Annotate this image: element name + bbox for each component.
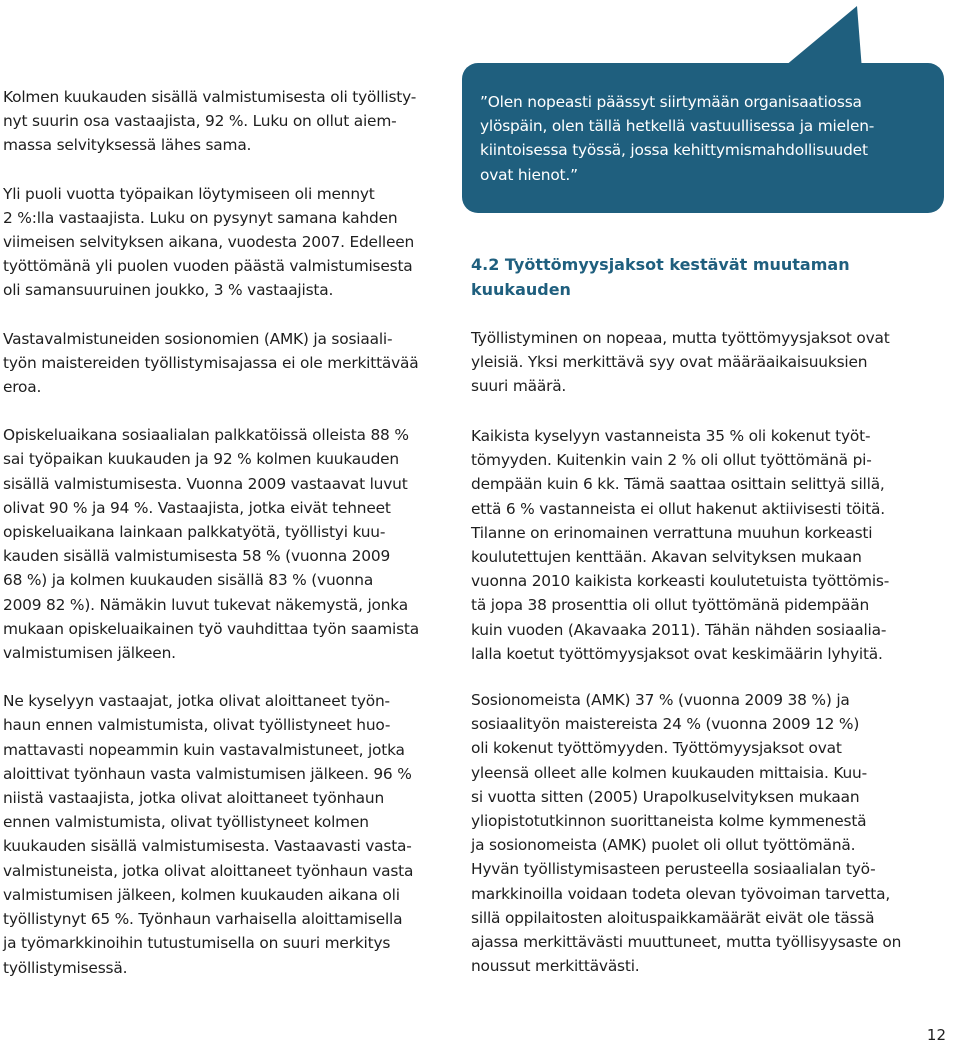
paragraph: Ne kyselyyn vastaajat, jotka olivat aloittaneet työn- haun ennen valmistumista, olivat työllistyneet huo- mattavasti nopeammin kuin vastavalmistuneet, jotka aloittivat työnhaun vasta valmistumisen jälkeen. 96 % niistä vastaajista, jotka olivat aloittaneet työnhaun ennen valmistumista, olivat työllistyneet kolmen kuukauden sisällä valmistumisesta. Vastaavasti vasta- valmistuneista, jotka olivat aloittaneet työnhaun vasta valmistumisen jälkeen, kolmen kuukauden aikana oli työllistynyt 65 %. Työnhaun varhaisella aloittamisella ja työmarkkinoihin tutustumisella on suuri merkitys työllistymisessä. [3,692,414,977]
section-heading: 4.2 Työttömyysjaksot kestävät muutaman kuukauden [471,255,850,299]
paragraph: Kolmen kuukauden sisällä valmistumisesta oli työllisty- nyt suurin osa vastaajista, 92 %. Luku on ollut aiem- massa selvityksessä lähes sama. [3,88,417,155]
paragraph: Vastavalmistuneiden sosionomien (AMK) ja sosiaali- työn maistereiden työllistymisajassa ei ole merkittävää eroa. [3,329,419,397]
paragraph: Yli puoli vuotta työpaikan löytymiseen oli mennyt 2 %:lla vastaajista. Luku on pysynyt samana kahden viimeisen selvityksen aikana, vuodesta 2007. Edelleen työttömänä yli puolen vuoden päästä valmistumisesta oli samansuuruinen joukko, 3 % vastaajista. [3,184,415,300]
right-column-paragraph-3: Sosionomeista (AMK) 37 % (vuonna 2009 38 %) ja sosiaalityön maistereista 24 % (vuonna 2009 12 %) oli kokenut työttömyyden. Työttömyysjaksot ovat yleensä olleet alle kolmen kuukauden mittaisia. Kuu- si vuotta sitten (2005) Urapolkuselvityksen mukaan yliopistotutkinnon suorittaneista kolme kymmenestä ja sosionomeista (AMK) puolet oli ollut työttömänä. Hyvän työllistymisasteen perusteella sosiaalialan työ- markkinoilla voidaan todeta olevan työvoiman tarvetta, sillä oppilaitosten aloituspaikkamäärät eivät ole tässä ajassa merkittävästi muuttuneet, mutta työllisyysaste on noussut merkittävästi. [471,691,902,976]
right-column-paragraph-2: Kaikista kyselyyn vastanneista 35 % oli kokenut työt- tömyyden. Kuitenkin vain 2 % oli ollut työttömänä pi- dempään kuin 6 kk. Tämä saattaa osittain selittyä sillä, että 6 % vastanneista ei ollut hakenut aktiivisesti töitä. Tilanne on erinomainen verrattuna muuhun korkeasti koulutettujen kenttään. Akavan selvityksen mukaan vuonna 2010 kaikista korkeasti koulutetuista työttömis- tä jopa 38 prosenttia oli ollut työttömänä pidempään kuin vuoden (Akavaaka 2011). Tähän nähden sosiaalia- lalla koetut työttömyysjaksot ovat keskimäärin lyhyitä. [471,427,890,663]
paragraph: Opiskeluaikana sosiaalialan palkkatöissä olleista 88 % sai työpaikan kuukauden ja 92 % kolmen kuukauden sisällä valmistumisesta. Vuonna 2009 vastaavat luvut olivat 90 % ja 94 %. Vastaajista, jotka eivät tehneet opiskeluaikana lainkaan palkkatyötä, työllistyi kuu- kauden sisällä valmistumisesta 58 % (vuonna 2009 68 %) ja kolmen kuukauden sisällä 83 % (vuonna 2009 82 %). Nämäkin luvut tukevat näkemystä, jonka mukaan opiskeluaikainen työ vauhdittaa työn saamista valmistumisen jälkeen. [3,426,419,663]
quote-text: ”Olen nopeasti päässyt siirtymään organisaatiossa ylöspäin, olen tällä hetkellä vastuullisessa ja mielen- kiintoisessa työssä, jossa kehittymismahdollisuudet ovat hienot.” [480,93,875,184]
right-column-paragraph-1: Työllistyminen on nopeaa, mutta työttömyysjaksot ovat yleisiä. Yksi merkittävä syy ovat määräaikaisuuksien suuri määrä. [471,329,890,396]
page-number: 12 [926,1026,946,1044]
